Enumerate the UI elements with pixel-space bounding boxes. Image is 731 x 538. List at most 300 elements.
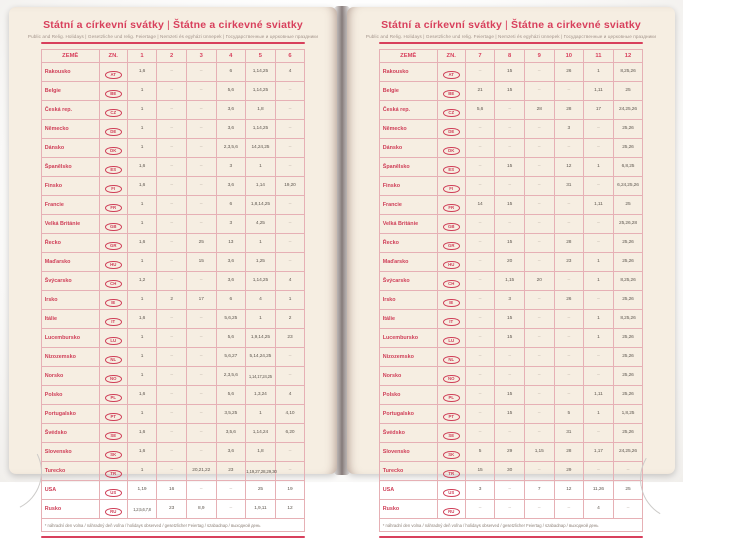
holiday-cell: 3,6 (216, 443, 246, 462)
country-code-cell (99, 272, 127, 291)
holiday-cell: 11,26 (584, 481, 614, 500)
holiday-cell: 23 (216, 462, 246, 481)
column-header-month: 3 (186, 49, 216, 63)
holiday-cell: 1 (127, 139, 157, 158)
holiday-cell: – (524, 329, 554, 348)
holiday-cell: – (554, 386, 584, 405)
holiday-cell: – (554, 196, 584, 215)
holiday-cell: 1,8 (246, 101, 276, 120)
country-code-cell (99, 310, 127, 329)
holiday-cell: – (465, 386, 495, 405)
holiday-cell: – (554, 348, 584, 367)
holiday-cell: 17 (186, 291, 216, 310)
holiday-cell: 25,26 (613, 424, 643, 443)
holiday-cell: – (157, 367, 187, 386)
table-row (41, 310, 305, 329)
holiday-cell: – (524, 196, 554, 215)
holiday-cell: – (554, 310, 584, 329)
holiday-cell: – (157, 253, 187, 272)
country-name: Velká Británie (379, 215, 437, 234)
table-row (379, 253, 643, 272)
holiday-cell: 1 (127, 215, 157, 234)
holiday-cell: – (495, 481, 525, 500)
country-code-cell (437, 234, 465, 253)
country-code-cell (99, 367, 127, 386)
holiday-cell: 1,6 (127, 424, 157, 443)
country-name: Polsko (379, 386, 437, 405)
holiday-cell: 25,26 (613, 348, 643, 367)
holiday-cell: 3 (216, 215, 246, 234)
holiday-cell: – (495, 120, 525, 139)
country-code-badge: BE (105, 90, 122, 99)
country-code-cell (99, 101, 127, 120)
holiday-cell: – (275, 158, 305, 177)
holiday-cell: 1 (246, 310, 276, 329)
holiday-cell: 2 (157, 291, 187, 310)
country-name: Francie (41, 196, 99, 215)
holiday-cell: 6,24,25,26 (613, 177, 643, 196)
holiday-cell: – (495, 177, 525, 196)
country-name: Slovensko (41, 443, 99, 462)
holiday-cell: 15 (495, 329, 525, 348)
header-rule (379, 42, 643, 44)
holiday-cell: 1,8,25 (613, 405, 643, 424)
country-code-badge: ES (443, 166, 460, 175)
page-subtitle: Public and Relig. Holidays | Gesetzliche und relig. Feiertage | Nemzeti és egyházi ünnepek | Государственные и церковные праздники (27, 34, 319, 40)
holiday-cell: 3,6 (216, 101, 246, 120)
country-name: Turecko (379, 462, 437, 481)
country-code-cell (437, 481, 465, 500)
holiday-cell: 1,19 (127, 481, 157, 500)
country-name: Maďarsko (379, 253, 437, 272)
holiday-cell: 28 (554, 234, 584, 253)
holiday-cell: – (186, 177, 216, 196)
holiday-cell: 3,6 (216, 177, 246, 196)
country-code-badge: PT (443, 413, 460, 422)
holiday-cell: 25 (613, 481, 643, 500)
table-row (41, 443, 305, 462)
holiday-cell: – (613, 500, 643, 519)
country-code-cell (437, 82, 465, 101)
holiday-cell: 26 (554, 63, 584, 82)
country-name: Řecko (379, 234, 437, 253)
country-name: Rusko (379, 500, 437, 519)
country-code-cell (99, 386, 127, 405)
holiday-cell: 1,6 (127, 386, 157, 405)
holiday-cell: 1,8 (246, 443, 276, 462)
country-code-badge: DE (105, 128, 122, 137)
country-code-badge: RU (443, 508, 460, 517)
holiday-cell: – (186, 272, 216, 291)
country-name: Rusko (41, 500, 99, 519)
holiday-cell: 15 (465, 462, 495, 481)
holiday-cell: – (275, 253, 305, 272)
holiday-cell: 1,25 (246, 253, 276, 272)
holiday-cell: 1,6 (127, 63, 157, 82)
holiday-cell: – (584, 215, 614, 234)
holiday-cell: 3 (554, 120, 584, 139)
holiday-cell: – (465, 500, 495, 519)
holiday-cell: – (186, 82, 216, 101)
holiday-cell: 1,3,24 (246, 386, 276, 405)
holiday-cell: – (157, 120, 187, 139)
table-row (41, 215, 305, 234)
holiday-cell: 6 (216, 291, 246, 310)
holiday-cell: – (216, 500, 246, 519)
holiday-cell: 5 (554, 405, 584, 424)
holiday-cell: 31 (554, 424, 584, 443)
table-row (41, 234, 305, 253)
country-name: Turecko (41, 462, 99, 481)
holiday-cell: 1,2 (127, 272, 157, 291)
country-code-cell (99, 329, 127, 348)
country-code-badge: TR (105, 470, 122, 479)
country-code-cell (99, 196, 127, 215)
holiday-cell: – (584, 367, 614, 386)
holiday-cell: 1,19,27,28,29,30 (246, 462, 276, 481)
holiday-cell: – (157, 272, 187, 291)
holiday-cell: – (524, 139, 554, 158)
holiday-cell: 3,5,25 (216, 405, 246, 424)
holiday-table-jul-dec (379, 49, 644, 533)
country-code-badge: SE (443, 432, 460, 441)
holiday-cell: 2,3,5,6 (216, 367, 246, 386)
country-code-badge: IT (105, 318, 122, 327)
holiday-cell: 29 (495, 443, 525, 462)
country-name: Norsko (41, 367, 99, 386)
country-code-badge: FR (443, 204, 460, 213)
holiday-cell: 1,15 (524, 443, 554, 462)
page-subtitle: Public and Relig. Holidays | Gesetzliche und relig. Feiertage | Nemzeti és egyházi ünnepek | Государственные и церковные праздники (365, 34, 657, 40)
country-code-badge: DK (443, 147, 460, 156)
holiday-cell: 1 (127, 329, 157, 348)
country-name: Řecko (41, 234, 99, 253)
holiday-cell: 1,11 (584, 196, 614, 215)
holiday-cell: 1,14 (246, 177, 276, 196)
holiday-cell: 1 (127, 101, 157, 120)
holiday-cell: 13 (216, 234, 246, 253)
holiday-cell: – (465, 215, 495, 234)
holiday-cell: – (275, 462, 305, 481)
holiday-cell: 1,11 (584, 386, 614, 405)
table-row (379, 120, 643, 139)
holiday-cell: 25,26 (613, 120, 643, 139)
page-title (9, 19, 337, 32)
holiday-cell: – (157, 177, 187, 196)
country-code-cell (437, 424, 465, 443)
holiday-cell: – (524, 82, 554, 101)
table-row (379, 82, 643, 101)
holiday-cell: – (584, 234, 614, 253)
holiday-cell: 1,15 (495, 272, 525, 291)
country-name: USA (379, 481, 437, 500)
holiday-cell: 5 (465, 443, 495, 462)
country-name: Dánsko (41, 139, 99, 158)
table-row (41, 272, 305, 291)
table-row (379, 481, 643, 500)
title-czech: Státní a církevní svátky (43, 19, 165, 31)
country-code-badge: US (443, 489, 460, 498)
holiday-cell: – (465, 405, 495, 424)
country-name: Irsko (41, 291, 99, 310)
table-row (41, 196, 305, 215)
holiday-cell: – (495, 139, 525, 158)
page-header (347, 7, 675, 44)
table-row (41, 82, 305, 101)
holiday-cell: – (157, 196, 187, 215)
country-name: USA (41, 481, 99, 500)
table-row (41, 348, 305, 367)
holiday-cell: 8,25,26 (613, 63, 643, 82)
country-name: Rakousko (41, 63, 99, 82)
holiday-cell: – (157, 310, 187, 329)
column-header-month: 9 (524, 49, 554, 63)
country-name: Velká Británie (41, 215, 99, 234)
holiday-cell: – (157, 158, 187, 177)
country-code-badge: NL (443, 356, 460, 365)
holiday-cell: – (495, 500, 525, 519)
holiday-cell: – (524, 405, 554, 424)
holiday-cell: – (465, 177, 495, 196)
holiday-cell: 4 (275, 63, 305, 82)
holiday-cell: 23 (275, 329, 305, 348)
country-code-badge: NO (105, 375, 122, 384)
holiday-cell: – (495, 424, 525, 443)
country-code-badge: IE (105, 299, 122, 308)
holiday-cell: 8,9 (186, 500, 216, 519)
country-name: Norsko (379, 367, 437, 386)
country-name: Nizozemsko (379, 348, 437, 367)
table-row (379, 348, 643, 367)
country-code-badge: HU (443, 261, 460, 270)
holiday-cell: – (275, 348, 305, 367)
holiday-cell: – (465, 310, 495, 329)
holiday-cell: 15 (495, 310, 525, 329)
holiday-cell: 14,24,25 (246, 139, 276, 158)
holiday-cell: – (554, 367, 584, 386)
country-code-badge: IE (443, 299, 460, 308)
table-row (41, 291, 305, 310)
holiday-cell: 12 (554, 158, 584, 177)
holiday-cell: 1 (584, 158, 614, 177)
table-row (41, 424, 305, 443)
holiday-cell: – (495, 348, 525, 367)
country-code-badge: GB (105, 223, 122, 232)
country-code-cell (437, 405, 465, 424)
holiday-cell: 15 (495, 386, 525, 405)
holiday-cell: – (524, 253, 554, 272)
holiday-cell: 6 (216, 196, 246, 215)
holiday-cell: 1 (584, 63, 614, 82)
column-header-month: 11 (584, 49, 614, 63)
holiday-cell: 5,6,27 (216, 348, 246, 367)
holiday-cell: 4,25 (246, 215, 276, 234)
holiday-cell: – (524, 120, 554, 139)
holiday-cell: – (275, 196, 305, 215)
holiday-cell: – (554, 215, 584, 234)
holiday-cell: 1,2,5,6,7,8 (127, 500, 157, 519)
country-code-cell (99, 481, 127, 500)
table-row (379, 405, 643, 424)
country-name: Portugalsko (379, 405, 437, 424)
holiday-cell: 12 (275, 500, 305, 519)
country-name: Dánsko (379, 139, 437, 158)
column-header-month: 10 (554, 49, 584, 63)
holiday-cell: – (524, 63, 554, 82)
holiday-cell: – (495, 367, 525, 386)
title-slovak: Štátne a cirkevné sviatky (172, 19, 303, 31)
country-code-badge: NL (105, 356, 122, 365)
holiday-cell: 1,9,11 (246, 500, 276, 519)
holiday-cell: – (465, 120, 495, 139)
page-right (347, 7, 675, 528)
holiday-cell: – (495, 215, 525, 234)
country-name: Švédsko (379, 424, 437, 443)
country-name: Slovensko (379, 443, 437, 462)
holiday-cell: 29 (554, 462, 584, 481)
holiday-cell: 30 (495, 462, 525, 481)
table-row (41, 329, 305, 348)
holiday-cell: – (216, 481, 246, 500)
table-row (379, 101, 643, 120)
country-code-badge: CH (105, 280, 122, 289)
table-row (41, 405, 305, 424)
country-code-badge: CZ (443, 109, 460, 118)
holiday-cell: 19,20 (275, 177, 305, 196)
country-code-badge: ES (105, 166, 122, 175)
holiday-cell: 1 (584, 405, 614, 424)
country-code-cell (99, 120, 127, 139)
holiday-cell: – (465, 424, 495, 443)
holiday-cell: – (524, 158, 554, 177)
holiday-cell: – (157, 329, 187, 348)
country-code-cell (99, 63, 127, 82)
table-row (379, 139, 643, 158)
holiday-cell: 5,6 (465, 101, 495, 120)
holiday-cell: 25 (613, 196, 643, 215)
holiday-cell: 1 (127, 367, 157, 386)
holiday-cell: – (524, 386, 554, 405)
holiday-cell: – (524, 234, 554, 253)
holiday-cell: 1,6 (127, 234, 157, 253)
country-code-cell (437, 291, 465, 310)
holiday-cell: – (524, 424, 554, 443)
holiday-cell: – (186, 120, 216, 139)
country-code-cell (437, 348, 465, 367)
table-row (41, 101, 305, 120)
holiday-cell: – (157, 63, 187, 82)
column-header-country: ZEMĚ (41, 49, 99, 63)
holiday-cell: – (465, 139, 495, 158)
table-row (379, 158, 643, 177)
title-slovak: Štátne a cirkevné sviatky (510, 19, 641, 31)
page-header (9, 7, 337, 44)
holiday-cell: 1,11 (584, 82, 614, 101)
holiday-cell: 1 (127, 291, 157, 310)
column-header-month: 2 (157, 49, 187, 63)
country-code-cell (437, 120, 465, 139)
country-code-badge: SK (443, 451, 460, 460)
table-row (41, 177, 305, 196)
country-code-badge: US (105, 489, 122, 498)
country-name: Finsko (41, 177, 99, 196)
country-code-badge: FR (105, 204, 122, 213)
table-row (379, 386, 643, 405)
table-row (379, 215, 643, 234)
column-header-country: ZEMĚ (379, 49, 437, 63)
table-row (41, 253, 305, 272)
holiday-cell: – (186, 348, 216, 367)
holiday-cell: 8,25,26 (613, 310, 643, 329)
holiday-cell: 1 (246, 158, 276, 177)
page-left (9, 7, 337, 528)
country-code-cell (437, 253, 465, 272)
holiday-cell: 1,14,25 (246, 63, 276, 82)
country-code-cell (99, 253, 127, 272)
country-code-cell (99, 424, 127, 443)
holiday-cell: – (157, 215, 187, 234)
holiday-cell: – (584, 139, 614, 158)
country-code-cell (437, 386, 465, 405)
holiday-cell: 1,6 (127, 310, 157, 329)
holiday-cell: – (465, 63, 495, 82)
holiday-cell: 3,6 (216, 253, 246, 272)
country-code-cell (437, 272, 465, 291)
holiday-cell: 25,26 (613, 139, 643, 158)
table-row (379, 367, 643, 386)
country-code-cell (99, 500, 127, 519)
column-header-code: ZN. (99, 49, 127, 63)
holiday-cell: 5,14,24,25 (246, 348, 276, 367)
holiday-cell: 20 (495, 253, 525, 272)
holiday-cell: 3 (495, 291, 525, 310)
holiday-cell: 15 (495, 82, 525, 101)
country-code-cell (437, 101, 465, 120)
holiday-cell: – (157, 234, 187, 253)
holiday-cell: 3 (465, 481, 495, 500)
holiday-cell: – (495, 101, 525, 120)
country-code-badge: RU (105, 508, 122, 517)
holiday-cell: – (157, 443, 187, 462)
holiday-cell: 28 (554, 101, 584, 120)
holiday-cell: – (584, 348, 614, 367)
holiday-cell: 1 (246, 234, 276, 253)
holiday-cell: 4 (275, 272, 305, 291)
holiday-cell: 1,14,25 (246, 120, 276, 139)
country-code-badge: FI (105, 185, 122, 194)
table-row (41, 139, 305, 158)
holiday-cell: – (186, 481, 216, 500)
country-name: Maďarsko (41, 253, 99, 272)
holiday-cell: – (584, 462, 614, 481)
holiday-cell: 20 (524, 272, 554, 291)
country-name: Nizozemsko (41, 348, 99, 367)
holiday-cell: 4 (275, 386, 305, 405)
country-name: Švédsko (41, 424, 99, 443)
holiday-cell: 15 (186, 253, 216, 272)
country-code-cell (437, 443, 465, 462)
holiday-cell: 1,14,25 (246, 272, 276, 291)
holiday-cell: – (465, 348, 495, 367)
header-rule (41, 42, 305, 44)
holiday-cell: – (554, 82, 584, 101)
holiday-cell: – (157, 405, 187, 424)
column-header-month: 6 (275, 49, 305, 63)
table-row (379, 424, 643, 443)
holiday-cell: 1 (127, 120, 157, 139)
table-row (379, 443, 643, 462)
holiday-cell: – (554, 329, 584, 348)
